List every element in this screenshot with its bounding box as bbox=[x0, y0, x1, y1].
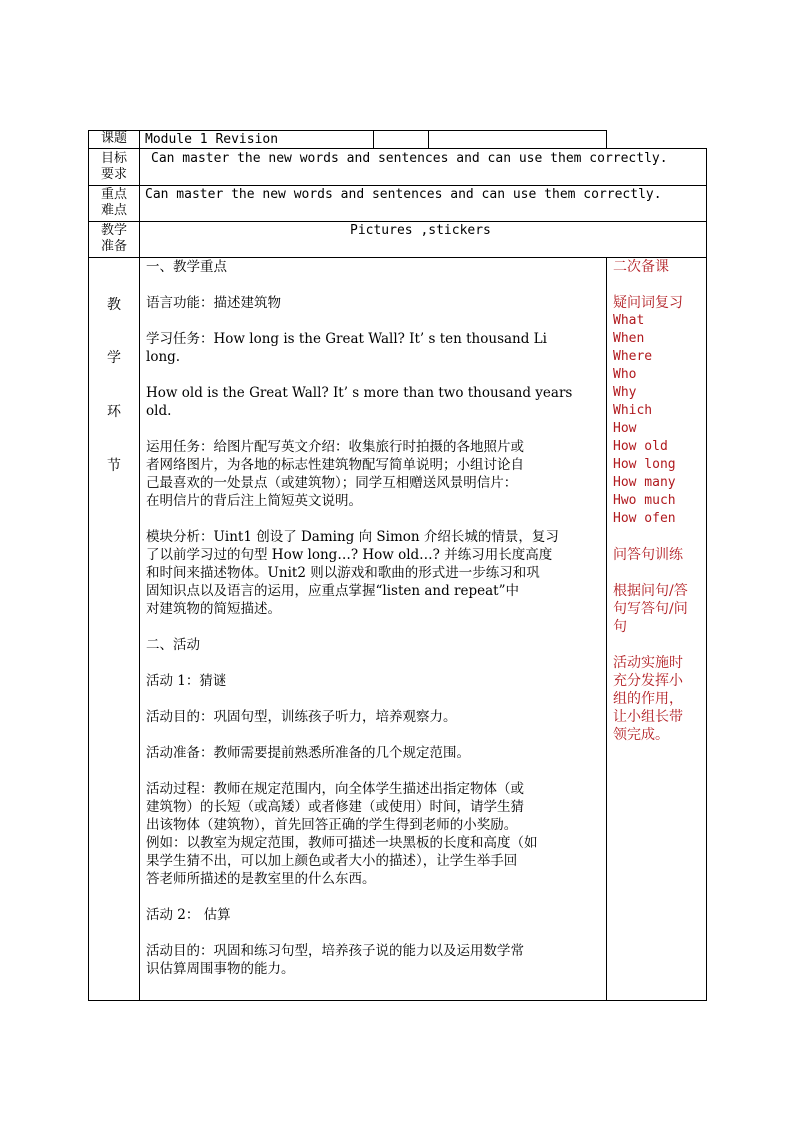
question-line1: How old is the Great Wall? It’ s more than two thousand years bbox=[146, 385, 573, 401]
heading-key-points: 一、教学重点 bbox=[146, 259, 227, 275]
question-line2: old. bbox=[146, 403, 172, 419]
question-word: Which bbox=[613, 403, 653, 418]
question-word: Hwo much bbox=[613, 493, 676, 508]
apply-task-line4: 在明信片的背后注上简短英文说明。 bbox=[146, 493, 362, 509]
question-word: Who bbox=[613, 367, 637, 382]
activity-2-goal-line2: 识估算周围事物的能力。 bbox=[146, 961, 295, 977]
activity-1-process-line4: 例如：以教室为规定范围，教师可描述一块黑板的长度和高度（如 bbox=[146, 835, 538, 851]
notes-method-line2: 句写答句/问 bbox=[613, 601, 688, 617]
notes-method-line3: 句 bbox=[613, 619, 627, 635]
question-word: How bbox=[613, 421, 637, 436]
question-word: Why bbox=[613, 385, 637, 400]
learning-task-line2: long. bbox=[146, 349, 181, 365]
question-word: How ofen bbox=[613, 511, 676, 526]
apply-task-line1: 运用任务：给图片配写英文介绍：收集旅行时拍摄的各地照片或 bbox=[146, 439, 524, 455]
label-preparation-top: 教学 bbox=[100, 223, 127, 238]
label-topic: 课题 bbox=[100, 131, 127, 146]
notes-tip-line2: 充分发挥小 bbox=[613, 673, 683, 689]
notes-tip-line3: 组的作用， bbox=[613, 691, 683, 707]
notes-tip-line4: 让小组长带 bbox=[613, 709, 683, 725]
notes-subtitle: 疑问词复习 bbox=[613, 295, 683, 311]
side-label-4: 节 bbox=[107, 458, 121, 474]
activity-1-goal: 活动目的：巩固句型，训练孩子听力，培养观察力。 bbox=[146, 709, 457, 725]
side-label-3: 环 bbox=[107, 404, 121, 420]
activity-2-goal-line1: 活动目的：巩固和练习句型，培养孩子说的能力以及运用数学常 bbox=[146, 943, 524, 959]
activity-1-process-line1: 活动过程：教师在规定范围内，向全体学生描述出指定物体（或 bbox=[146, 781, 524, 797]
label-goals-bottom: 要求 bbox=[100, 167, 127, 182]
activity-1-prep: 活动准备：教师需要提前熟悉所准备的几个规定范围。 bbox=[146, 745, 470, 761]
module-analysis-line5: 对建筑物的简短描述。 bbox=[146, 601, 281, 617]
module-analysis-line4: 固知识点以及语言的运用，应重点掌握“listen and repeat”中 bbox=[146, 583, 519, 599]
label-keypoints-bottom: 难点 bbox=[100, 203, 127, 218]
label-keypoints-top: 重点 bbox=[100, 187, 127, 202]
keypoints-text: Can master the new words and sentences and can use them correctly. bbox=[145, 187, 662, 202]
activity-1-process-line5: 果学生猜不出，可以加上颜色或者大小的描述），让学生举手回 bbox=[146, 853, 518, 869]
label-goals-top: 目标 bbox=[100, 151, 127, 166]
heading-activities: 二、活动 bbox=[146, 637, 200, 653]
language-function: 语言功能：描述建筑物 bbox=[146, 295, 281, 311]
question-word: How old bbox=[613, 439, 668, 454]
question-word: How long bbox=[613, 457, 676, 472]
activity-1-process-line6: 答老师所描述的是教室里的什么东西。 bbox=[146, 871, 376, 887]
side-label-1: 教 bbox=[107, 297, 121, 313]
activity-1-process-line2: 建筑物）的长短（或高矮）或者修建（或使用）时间，请学生猜 bbox=[146, 799, 524, 815]
notes-tip-line5: 领完成。 bbox=[613, 727, 669, 743]
topic-title: Module 1 Revision bbox=[145, 132, 279, 147]
question-word: When bbox=[613, 331, 645, 346]
lesson-body bbox=[146, 258, 602, 978]
label-preparation-bottom: 准备 bbox=[100, 239, 127, 254]
notes-title: 二次备课 bbox=[613, 259, 669, 275]
side-label-2: 学 bbox=[107, 350, 121, 366]
activity-1-title: 活动 1：猜谜 bbox=[146, 673, 227, 689]
question-word: Where bbox=[613, 349, 653, 364]
module-analysis-line2: 了以前学习过的句型 How long…? How old…? 并练习用长度高度 bbox=[146, 547, 553, 563]
notes-tip-line1: 活动实施时 bbox=[613, 655, 683, 671]
module-analysis-line3: 和时间来描述物体。Unit2 则以游戏和歌曲的形式进一步练习和巩 bbox=[146, 565, 540, 581]
secondary-notes bbox=[613, 258, 705, 744]
question-word: What bbox=[613, 313, 645, 328]
notes-drill: 问答句训练 bbox=[613, 547, 683, 563]
notes-method-line1: 根据问句/答 bbox=[613, 583, 688, 599]
learning-task-line1: 学习任务：How long is the Great Wall? It’ s ten thousand Li bbox=[146, 331, 547, 347]
activity-2-title: 活动 2： 估算 bbox=[146, 907, 231, 923]
preparation-text: Pictures ,stickers bbox=[350, 223, 491, 238]
apply-task-line3: 己最喜欢的一处景点（或建筑物）；同学互相赠送风景明信片： bbox=[146, 475, 518, 491]
activity-1-process-line3: 出该物体（建筑物），首先回答正确的学生得到老师的小奖励。 bbox=[146, 817, 518, 833]
apply-task-line2: 者网络图片，为各地的标志性建筑物配写简单说明；小组讨论自 bbox=[146, 457, 524, 473]
goals-text: Can master the new words and sentences and can use them correctly. bbox=[151, 151, 668, 166]
question-word: How many bbox=[613, 475, 676, 490]
module-analysis-line1: 模块分析：Uint1 创设了 Daming 向 Simon 介绍长城的情景，复习 bbox=[146, 529, 559, 545]
